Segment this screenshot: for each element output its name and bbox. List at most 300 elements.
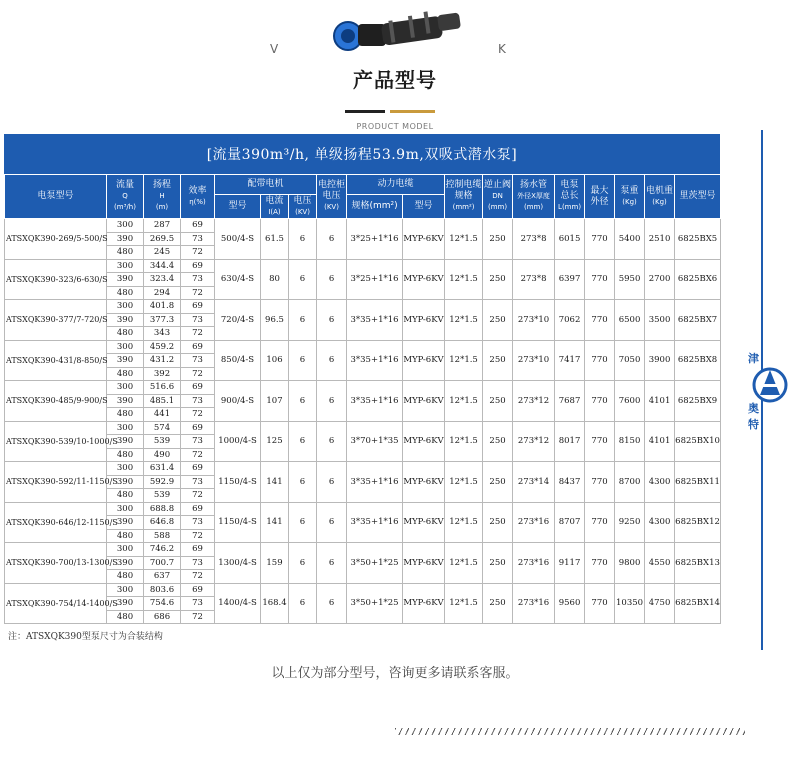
mill-model-cell: 6825BX10: [675, 421, 721, 462]
efficiency-cell: 73: [181, 313, 215, 327]
motor-voltage-cell: 6: [289, 543, 317, 584]
title-underline-dark: [345, 110, 385, 113]
flow-cell: 390: [107, 232, 144, 246]
length-cell: 8707: [555, 502, 585, 543]
motor-voltage-cell: 6: [289, 219, 317, 260]
head-cell: 431.2: [144, 354, 181, 368]
head-cell: 344.4: [144, 259, 181, 273]
head-cell: 294: [144, 286, 181, 300]
col-pump-weight-unit: (Kg): [622, 197, 637, 206]
pipe-cell: 273*8: [513, 219, 555, 260]
hatch-decoration: [395, 728, 745, 735]
mill-model-cell: 6825BX11: [675, 462, 721, 503]
motor-weight-cell: 2700: [645, 259, 675, 300]
max-od-cell: 770: [585, 462, 615, 503]
length-cell: 6015: [555, 219, 585, 260]
head-cell: 637: [144, 570, 181, 584]
deco-mark-right: K: [498, 42, 506, 56]
efficiency-cell: 72: [181, 286, 215, 300]
control-cable-cell: 12*1.5: [445, 462, 483, 503]
cable-model-cell: MYP-6KV: [403, 583, 445, 624]
pump-weight-cell: 9800: [615, 543, 645, 584]
spec-table-body: [5, 219, 721, 624]
motor-voltage-cell: 6: [289, 381, 317, 422]
col-motor-weight: [645, 175, 675, 219]
motor-current-cell: 168.4: [261, 583, 289, 624]
col-head: [144, 175, 181, 219]
col-pipe-unit: (mm): [523, 203, 544, 211]
pipe-cell: 273*10: [513, 300, 555, 341]
max-od-cell: 770: [585, 421, 615, 462]
control-cable-cell: 12*1.5: [445, 219, 483, 260]
motor-current-cell: 96.5: [261, 300, 289, 341]
motor-weight-cell: 3900: [645, 340, 675, 381]
cabinet-voltage-cell: 6: [317, 300, 347, 341]
length-cell: 9117: [555, 543, 585, 584]
motor-voltage-cell: 6: [289, 462, 317, 503]
pump-model-cell: ATSXQK390-377/7-720/S: [5, 300, 107, 341]
flow-cell: 300: [107, 543, 144, 557]
cable-model-cell: MYP-6KV: [403, 421, 445, 462]
motor-model-cell: 720/4-S: [215, 300, 261, 341]
flow-cell: 390: [107, 516, 144, 530]
head-cell: 377.3: [144, 313, 181, 327]
mill-model-cell: 6825BX6: [675, 259, 721, 300]
col-max-od-label: 最大: [590, 185, 609, 196]
head-cell: 754.6: [144, 597, 181, 611]
svg-text:特: 特: [748, 418, 759, 431]
check-valve-cell: 250: [483, 300, 513, 341]
flow-cell: 480: [107, 367, 144, 381]
head-cell: 516.6: [144, 381, 181, 395]
cable-model-cell: MYP-6KV: [403, 502, 445, 543]
head-cell: 539: [144, 435, 181, 449]
col-control-cable: [445, 175, 483, 219]
efficiency-cell: 73: [181, 354, 215, 368]
max-od-cell: 770: [585, 502, 615, 543]
efficiency-cell: 72: [181, 367, 215, 381]
col-check-valve-label: 逆止阀: [484, 180, 512, 190]
flow-cell: 480: [107, 246, 144, 260]
footnote: 注：ATSXQK390型泵尺寸为合装结构: [8, 632, 163, 642]
head-cell: 631.4: [144, 462, 181, 476]
length-cell: 8017: [555, 421, 585, 462]
mill-model-cell: 6825BX12: [675, 502, 721, 543]
check-valve-cell: 250: [483, 462, 513, 503]
head-cell: 269.5: [144, 232, 181, 246]
head-cell: 287: [144, 219, 181, 233]
flow-cell: 480: [107, 448, 144, 462]
brand-logo: [740, 340, 786, 440]
col-flow: [107, 175, 144, 219]
cable-spec-cell: 3*25+1*16: [347, 259, 403, 300]
col-motor-weight-label: 电机重: [646, 185, 674, 196]
flow-cell: 390: [107, 394, 144, 408]
motor-current-cell: 107: [261, 381, 289, 422]
col-motor-voltage-label: 电压: [293, 195, 312, 206]
motor-model-cell: 1150/4-S: [215, 462, 261, 503]
head-cell: 490: [144, 448, 181, 462]
length-cell: 6397: [555, 259, 585, 300]
motor-model-cell: 500/4-S: [215, 219, 261, 260]
efficiency-cell: 69: [181, 543, 215, 557]
table-row: [5, 381, 721, 395]
motor-model-cell: 630/4-S: [215, 259, 261, 300]
pipe-cell: 273*16: [513, 543, 555, 584]
mill-model-cell: 6825BX14: [675, 583, 721, 624]
col-head-sym: H: [159, 192, 165, 200]
cabinet-voltage-cell: 6: [317, 543, 347, 584]
efficiency-cell: 72: [181, 327, 215, 341]
mill-model-cell: 6825BX13: [675, 543, 721, 584]
motor-model-cell: 850/4-S: [215, 340, 261, 381]
col-max-od: [585, 175, 615, 219]
pump-weight-cell: 5400: [615, 219, 645, 260]
efficiency-cell: 69: [181, 462, 215, 476]
pipe-cell: 273*16: [513, 502, 555, 543]
flow-cell: 300: [107, 502, 144, 516]
table-row: [5, 219, 721, 233]
col-length: [555, 175, 585, 219]
motor-weight-cell: 2510: [645, 219, 675, 260]
control-cable-cell: 12*1.5: [445, 543, 483, 584]
check-valve-cell: 250: [483, 583, 513, 624]
table-row: [5, 583, 721, 597]
efficiency-cell: 73: [181, 516, 215, 530]
motor-weight-cell: 4300: [645, 462, 675, 503]
pump-model-cell: ATSXQK390-700/13-1300/S: [5, 543, 107, 584]
efficiency-cell: 72: [181, 529, 215, 543]
col-cable-spec: 规格(mm²): [347, 195, 403, 219]
pipe-cell: 273*14: [513, 462, 555, 503]
cable-model-cell: MYP-6KV: [403, 259, 445, 300]
control-cable-cell: 12*1.5: [445, 421, 483, 462]
efficiency-cell: 73: [181, 394, 215, 408]
efficiency-cell: 72: [181, 448, 215, 462]
pump-model-cell: ATSXQK390-431/8-850/S: [5, 340, 107, 381]
col-pump-weight: [615, 175, 645, 219]
check-valve-cell: 250: [483, 421, 513, 462]
pump-product-image: [330, 6, 470, 56]
head-cell: 323.4: [144, 273, 181, 287]
head-cell: 574: [144, 421, 181, 435]
cabinet-voltage-cell: 6: [317, 219, 347, 260]
check-valve-cell: 250: [483, 381, 513, 422]
motor-model-cell: 1000/4-S: [215, 421, 261, 462]
check-valve-cell: 250: [483, 340, 513, 381]
max-od-cell: 770: [585, 583, 615, 624]
pump-model-cell: ATSXQK390-754/14-1400/S: [5, 583, 107, 624]
title-underline-gold: [390, 110, 435, 113]
efficiency-cell: 73: [181, 475, 215, 489]
pump-model-cell: ATSXQK390-592/11-1150/S: [5, 462, 107, 503]
spec-table: [4, 174, 721, 624]
cable-spec-cell: 3*35+1*16: [347, 462, 403, 503]
col-mill-model: 里茨型号: [675, 175, 721, 219]
page-title: 产品型号: [353, 68, 437, 92]
cable-model-cell: MYP-6KV: [403, 340, 445, 381]
pipe-cell: 273*8: [513, 259, 555, 300]
head-cell: 459.2: [144, 340, 181, 354]
length-cell: 7062: [555, 300, 585, 341]
mill-model-cell: 6825BX7: [675, 300, 721, 341]
cabinet-voltage-cell: 6: [317, 502, 347, 543]
col-check-valve-sub: DN: [492, 192, 503, 200]
max-od-cell: 770: [585, 381, 615, 422]
col-control-cable-label: 控制电缆规格: [445, 180, 482, 201]
head-cell: 588: [144, 529, 181, 543]
motor-model-cell: 1150/4-S: [215, 502, 261, 543]
col-head-label: 扬程: [152, 180, 171, 190]
check-valve-cell: 250: [483, 543, 513, 584]
col-length-unit: L(mm): [558, 203, 582, 211]
head-cell: 343: [144, 327, 181, 341]
cable-spec-cell: 3*70+1*35: [347, 421, 403, 462]
check-valve-cell: 250: [483, 502, 513, 543]
efficiency-cell: 72: [181, 610, 215, 624]
col-cabinet-voltage: 电压: [322, 191, 341, 201]
pump-weight-cell: 7050: [615, 340, 645, 381]
efficiency-cell: 69: [181, 259, 215, 273]
pump-model-cell: ATSXQK390-485/9-900/S: [5, 381, 107, 422]
table-row: [5, 421, 721, 435]
col-motor-group: 配带电机: [215, 175, 317, 195]
flow-cell: 480: [107, 610, 144, 624]
col-check-valve: [483, 175, 513, 219]
flow-cell: 390: [107, 597, 144, 611]
length-cell: 8437: [555, 462, 585, 503]
flow-cell: 300: [107, 462, 144, 476]
flow-cell: 480: [107, 408, 144, 422]
motor-weight-cell: 4300: [645, 502, 675, 543]
col-cabinet-label: 电控柜: [318, 180, 346, 190]
col-motor-current: [261, 195, 289, 219]
length-cell: 7417: [555, 340, 585, 381]
flow-cell: 390: [107, 435, 144, 449]
motor-weight-cell: 3500: [645, 300, 675, 341]
motor-current-cell: 61.5: [261, 219, 289, 260]
max-od-cell: 770: [585, 300, 615, 341]
efficiency-cell: 72: [181, 408, 215, 422]
table-row: [5, 543, 721, 557]
cable-spec-cell: 3*50+1*25: [347, 543, 403, 584]
efficiency-cell: 72: [181, 570, 215, 584]
flow-cell: 300: [107, 219, 144, 233]
flow-cell: 390: [107, 354, 144, 368]
length-cell: 9560: [555, 583, 585, 624]
head-cell: 392: [144, 367, 181, 381]
cable-model-cell: MYP-6KV: [403, 543, 445, 584]
head-cell: 688.8: [144, 502, 181, 516]
cabinet-voltage-cell: 6: [317, 381, 347, 422]
col-model: 电泵型号: [5, 175, 107, 219]
flow-cell: 480: [107, 529, 144, 543]
cable-model-cell: MYP-6KV: [403, 381, 445, 422]
efficiency-cell: 69: [181, 583, 215, 597]
cable-model-cell: MYP-6KV: [403, 462, 445, 503]
motor-voltage-cell: 6: [289, 340, 317, 381]
efficiency-cell: 69: [181, 421, 215, 435]
flow-cell: 300: [107, 421, 144, 435]
col-motor-current-label: 电流: [265, 195, 284, 206]
page-subtitle: PRODUCT MODEL: [356, 122, 434, 131]
cabinet-voltage-cell: 6: [317, 259, 347, 300]
control-cable-cell: 12*1.5: [445, 381, 483, 422]
col-motor-voltage: [289, 195, 317, 219]
efficiency-cell: 69: [181, 502, 215, 516]
motor-voltage-cell: 6: [289, 421, 317, 462]
head-cell: 441: [144, 408, 181, 422]
head-cell: 485.1: [144, 394, 181, 408]
motor-current-cell: 125: [261, 421, 289, 462]
motor-current-cell: 106: [261, 340, 289, 381]
control-cable-cell: 12*1.5: [445, 340, 483, 381]
flow-cell: 390: [107, 273, 144, 287]
contact-footer: 以上仅为部分型号，咨询更多请联系客服。: [271, 666, 519, 681]
head-cell: 245: [144, 246, 181, 260]
table-row: [5, 462, 721, 476]
head-cell: 646.8: [144, 516, 181, 530]
head-cell: 401.8: [144, 300, 181, 314]
cabinet-voltage-cell: 6: [317, 421, 347, 462]
efficiency-cell: 73: [181, 273, 215, 287]
cable-spec-cell: 3*35+1*16: [347, 381, 403, 422]
pump-weight-cell: 9250: [615, 502, 645, 543]
pump-model-cell: ATSXQK390-269/5-500/S: [5, 219, 107, 260]
col-eff: [181, 175, 215, 219]
mill-model-cell: 6825BX8: [675, 340, 721, 381]
col-pipe: [513, 175, 555, 219]
col-control-cable-unit: (mm²): [452, 203, 475, 211]
cable-spec-cell: 3*25+1*16: [347, 219, 403, 260]
motor-weight-cell: 4101: [645, 381, 675, 422]
col-motor-weight-unit: (Kg): [652, 197, 667, 206]
max-od-cell: 770: [585, 543, 615, 584]
col-length-sub: 总长: [560, 191, 579, 201]
pump-weight-cell: 8150: [615, 421, 645, 462]
pipe-cell: 273*12: [513, 381, 555, 422]
flow-cell: 300: [107, 340, 144, 354]
cable-spec-cell: 3*35+1*16: [347, 340, 403, 381]
col-cabinet-unit: (KV): [324, 203, 339, 211]
efficiency-cell: 73: [181, 232, 215, 246]
cable-spec-cell: 3*50+1*25: [347, 583, 403, 624]
mill-model-cell: 6825BX5: [675, 219, 721, 260]
cable-spec-cell: 3*35+1*16: [347, 300, 403, 341]
motor-model-cell: 1400/4-S: [215, 583, 261, 624]
motor-weight-cell: 4101: [645, 421, 675, 462]
cable-model-cell: MYP-6KV: [403, 300, 445, 341]
efficiency-cell: 69: [181, 340, 215, 354]
head-cell: 539: [144, 489, 181, 503]
motor-current-cell: 159: [261, 543, 289, 584]
cabinet-voltage-cell: 6: [317, 583, 347, 624]
flow-cell: 390: [107, 475, 144, 489]
col-flow-sym: Q: [122, 192, 128, 200]
efficiency-cell: 69: [181, 219, 215, 233]
deco-mark-left: V: [270, 42, 279, 56]
pipe-cell: 273*16: [513, 583, 555, 624]
col-pipe-sub: 外径X厚度: [517, 192, 550, 200]
col-motor-voltage-unit: (KV): [295, 207, 310, 216]
length-cell: 7687: [555, 381, 585, 422]
efficiency-cell: 72: [181, 489, 215, 503]
col-motor-model: 型号: [215, 195, 261, 219]
head-cell: 700.7: [144, 556, 181, 570]
control-cable-cell: 12*1.5: [445, 583, 483, 624]
motor-current-cell: 141: [261, 502, 289, 543]
table-row: [5, 259, 721, 273]
check-valve-cell: 250: [483, 259, 513, 300]
max-od-cell: 770: [585, 259, 615, 300]
head-cell: 746.2: [144, 543, 181, 557]
table-row: [5, 340, 721, 354]
head-cell: 803.6: [144, 583, 181, 597]
motor-model-cell: 900/4-S: [215, 381, 261, 422]
col-check-valve-unit: (mm): [487, 203, 508, 211]
series-banner: [流量390m³/h, 单级扬程53.9m,双吸式潜水泵]: [4, 134, 720, 174]
flow-cell: 480: [107, 286, 144, 300]
motor-voltage-cell: 6: [289, 502, 317, 543]
cable-spec-cell: 3*35+1*16: [347, 502, 403, 543]
efficiency-cell: 72: [181, 246, 215, 260]
pump-model-cell: ATSXQK390-539/10-1000/S: [5, 421, 107, 462]
pipe-cell: 273*10: [513, 340, 555, 381]
flow-cell: 480: [107, 570, 144, 584]
motor-weight-cell: 4550: [645, 543, 675, 584]
flow-cell: 300: [107, 381, 144, 395]
head-cell: 686: [144, 610, 181, 624]
motor-voltage-cell: 6: [289, 259, 317, 300]
flow-cell: 300: [107, 259, 144, 273]
flow-cell: 300: [107, 300, 144, 314]
cabinet-voltage-cell: 6: [317, 462, 347, 503]
col-length-label: 电泵: [560, 180, 579, 190]
cabinet-voltage-cell: 6: [317, 340, 347, 381]
col-flow-unit: (m³/h): [114, 203, 136, 211]
flow-cell: 390: [107, 313, 144, 327]
col-cabinet: [317, 175, 347, 219]
flow-cell: 480: [107, 327, 144, 341]
table-row: [5, 502, 721, 516]
col-head-unit: (m): [155, 203, 169, 211]
flow-cell: 480: [107, 489, 144, 503]
mill-model-cell: 6825BX9: [675, 381, 721, 422]
col-pipe-label: 扬水管: [520, 180, 548, 190]
flow-cell: 390: [107, 556, 144, 570]
efficiency-cell: 73: [181, 597, 215, 611]
col-cable-group: 动力电缆: [347, 175, 445, 195]
efficiency-cell: 73: [181, 435, 215, 449]
efficiency-cell: 69: [181, 381, 215, 395]
pump-weight-cell: 6500: [615, 300, 645, 341]
col-eff-unit: η(%): [189, 197, 206, 206]
pump-weight-cell: 10350: [615, 583, 645, 624]
efficiency-cell: 69: [181, 300, 215, 314]
max-od-cell: 770: [585, 340, 615, 381]
control-cable-cell: 12*1.5: [445, 259, 483, 300]
cable-model-cell: MYP-6KV: [403, 219, 445, 260]
pump-weight-cell: 5950: [615, 259, 645, 300]
head-cell: 592.9: [144, 475, 181, 489]
flow-cell: 300: [107, 583, 144, 597]
motor-weight-cell: 4750: [645, 583, 675, 624]
pump-weight-cell: 7600: [615, 381, 645, 422]
pump-model-cell: ATSXQK390-323/6-630/S: [5, 259, 107, 300]
col-max-od-sub: 外径: [590, 196, 609, 207]
pipe-cell: 273*12: [513, 421, 555, 462]
control-cable-cell: 12*1.5: [445, 300, 483, 341]
